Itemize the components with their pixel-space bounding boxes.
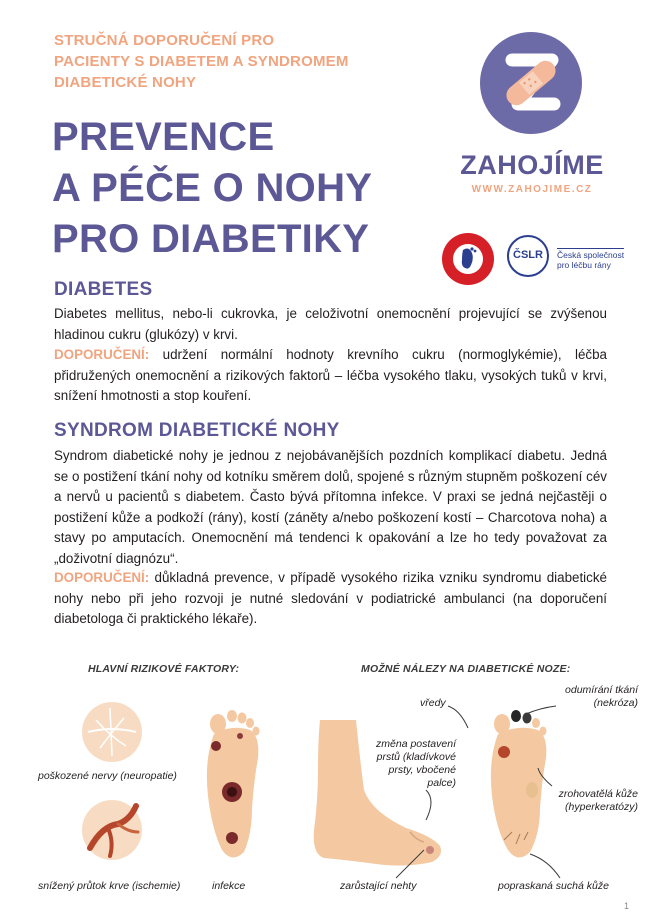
nails-caption: zarůstající nehty [340, 880, 417, 892]
dry-skin-caption: popraskaná suchá kůže [498, 880, 609, 892]
foot-sole-icon [196, 700, 266, 865]
zahojime-logo [480, 32, 582, 134]
deformity-line: prsty, vbočené [388, 764, 456, 776]
subtitle-line: PACIENTY S DIABETEM A SYNDROMEM [54, 53, 349, 70]
cslr-line: pro léčbu rány [557, 260, 611, 270]
recommendation-text: důkladná prevence, v případě vysokého rizika vzniku syndromu diabetické nohy nebo při jeho rozvoji je nutné sledování v podiatrické ambulanci (na doporučení diabetologa či praktického lékaře). [54, 570, 607, 626]
subtitle-line: STRUČNÁ DOPORUČENÍ PRO [54, 32, 275, 49]
nerve-icon [80, 700, 144, 764]
deformity-line: palce) [427, 777, 456, 789]
syndrome-recommendation [54, 568, 607, 630]
title-line: PRO DIABETIKY [52, 217, 370, 261]
cslr-abbr: ČSLR [513, 249, 543, 261]
page-title [52, 112, 372, 265]
diabetes-text: Diabetes mellitus, nebo-li cukrovka, je celoživotní onemocnění projevující se zvýšenou hladinou cukru (glukózy) v krvi. [54, 306, 607, 342]
hyperkeratosis-line: zrohovatělá kůže [558, 788, 638, 800]
ulcers-caption: vředy [420, 697, 446, 709]
infected-foot-illustration [196, 700, 266, 865]
bandage-z-icon [480, 32, 582, 134]
page-number: 1 [623, 901, 629, 911]
cslr-name [557, 248, 624, 270]
cslr-logo [506, 234, 550, 278]
brand-name: ZAHOJÍME [460, 150, 604, 180]
risk-factors-title: HLAVNÍ RIZIKOVÉ FAKTORY: [88, 663, 240, 675]
diabetes-recommendation [54, 345, 607, 407]
leader-lines [300, 650, 663, 910]
deformity-line: prstů (kladívkové [376, 751, 456, 763]
podiatric-society-logo [441, 232, 495, 286]
findings-title: MOŽNÉ NÁLEZY NA DIABETICKÉ NOZE: [361, 663, 571, 675]
subtitle-line: DIABETICKÉ NOHY [54, 74, 197, 91]
syndrome-text: Syndrom diabetické nohy je jednou z nejobávanějších pozdních komplikací diabetu. Jedná se o postižení tkání nohy od kotníku směrem dolů, spojené s různým stupněm poškození cév a nervů u pacientů s diabetem. Často bývá přítomna infekce. V praxi se jedná nejčastěji o postižení kůže a podkoží (rány), kostí (záněty a/nebo poškození kostí – Charcotova noha) a stavy po amputacích. Onemocnění má tendenci k opakování a lze ho tedy považovat za „doživotní diagnózu“. [54, 448, 607, 566]
blood-caption: snížený průtok krve (ischemie) [38, 880, 181, 892]
necrosis-line: odumírání tkání [565, 684, 638, 696]
infection-caption: infekce [212, 880, 246, 892]
title-line: A PÉČE O NOHY [52, 166, 373, 210]
recommendation-label: DOPORUČENÍ: [54, 570, 150, 585]
brand-url[interactable]: WWW.ZAHOJIME.CZ [471, 184, 593, 195]
nerve-illustration [80, 700, 144, 764]
deformity-line: změna postavení [376, 738, 456, 750]
necrosis-line: (nekróza) [593, 697, 638, 709]
cslr-line: Česká společnost [557, 250, 625, 260]
blood-vessel-icon [80, 798, 144, 862]
document-subtitle [54, 30, 414, 93]
nerves-caption: poškozené nervy (neuropatie) [38, 770, 177, 782]
hyperkeratosis-line: (hyperkeratózy) [565, 801, 638, 813]
recommendation-text: udržení normální hodnoty krevního cukru (normoglykémie), léčba přidružených onemocnění a rizikových faktorů – léčba vysokého tlaku, vysokých tuků v krvi, snížení hmotnosti a stop kouření. [54, 347, 607, 403]
recommendation-label: DOPORUČENÍ: [54, 347, 150, 362]
blood-vessel-illustration [80, 798, 144, 862]
title-line: PREVENCE [52, 115, 275, 159]
syndrome-heading: SYNDROM DIABETICKÉ NOHY [54, 420, 340, 441]
diabetes-heading: DIABETES [54, 279, 153, 300]
